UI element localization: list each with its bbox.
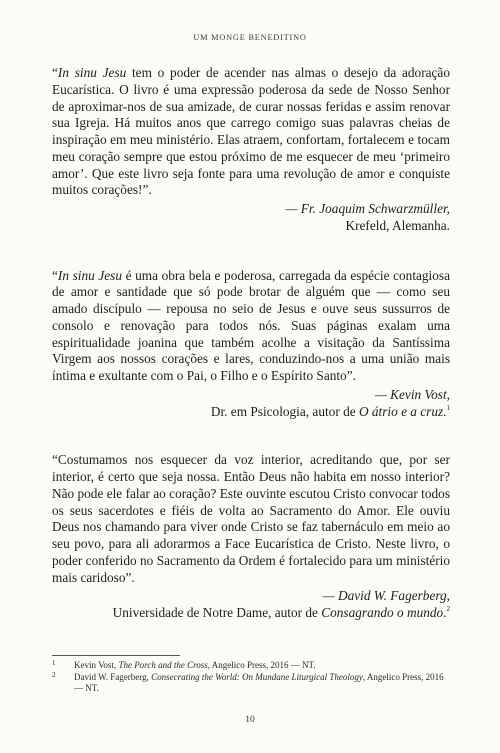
quote-book-title: In sinu Jesu xyxy=(57,65,127,80)
page-body xyxy=(52,65,450,622)
endorsement-quote-2 xyxy=(52,268,450,385)
quote-open-mark: “ xyxy=(52,267,58,283)
cited-book-title: O átrio e a cruz xyxy=(358,403,444,419)
footnote-divider xyxy=(52,655,180,656)
quote-author: — David W. Fagerberg, xyxy=(322,588,450,604)
attribution-3 xyxy=(52,588,450,622)
attribution-1 xyxy=(52,201,450,235)
page-number: 10 xyxy=(245,715,255,725)
endorsement-quote-1 xyxy=(52,65,450,199)
footnote-2: 2 David W. Fagerberg, Consecrating the World: On Mundane Liturgical Theology, Angelico Press, 2016 — NT. xyxy=(52,670,444,693)
quote-open-mark: “ xyxy=(52,65,58,80)
quote-affiliation: Dr. em Psicologia, autor de O átrio e a cruz.$^1$ xyxy=(210,403,450,419)
quote-affiliation: Universidade de Notre Dame, autor de Consagrando o mundo.$^2$ xyxy=(112,605,450,620)
quote-text: é uma obra bela e poderosa, carregada da espécie contagiosa de amor e santidade que só pode brotar de alguém que — como seu amado discípulo — repousa no seio de Jesus e ouve seus sussurros de consolo e renovação para todos nós. Suas páginas exalam uma espiritualidade joanina que também acolhe a visitação da Santíssima Virgem aos nossos corações e lares, conduzindo-nos a uma união mais íntima e exultante com o Pai, o Filho e o Espírito Santo”. xyxy=(52,267,450,383)
running-head: UM MONGE BENEDITINO xyxy=(193,33,307,42)
quote-text: tem o poder de acender nas almas o desejo da adoração Eucarística. O livro é uma expressão poderosa da sede de Nosso Senhor de aproximar-nos de sua amizade, de curar nossas feridas e assim renovar sua Igreja. Há muitos anos que carrego comigo suas palavras cheias de inspiração em meu ministério. Elas atraem, confortam, fortalecem e tocam meu coração sempre que estou próximo de me esquecer de meu ‘primeiro amor’. Que este livro seja fonte para uma revolução de amor e conquiste muitos corações!”. xyxy=(52,65,450,198)
footnote-number: 2 xyxy=(52,670,56,679)
quote-affiliation: Krefeld, Alemanha. xyxy=(345,217,450,233)
cited-book-title: Consagrando o mundo xyxy=(321,605,444,620)
footnote-ref-2[interactable]: 2 xyxy=(446,605,450,613)
footnote-number: 1 xyxy=(52,659,56,667)
quote-author: — Kevin Vost, xyxy=(375,386,450,402)
footnote-ref-1[interactable]: 1 xyxy=(446,403,450,412)
footnote-book-title: The Porch and the Cross xyxy=(118,660,208,670)
quote-book-title: In sinu Jesu xyxy=(57,267,122,283)
footnote-book-title: Consecrating the World: On Mundane Liturgical Theology xyxy=(151,671,363,682)
quote-author: — Fr. Joaquim Schwarzmüller, xyxy=(285,201,450,216)
footnote-1: 1 Kevin Vost, The Porch and the Cross, Angelico Press, 2016 — NT. xyxy=(52,659,316,670)
footnotes xyxy=(52,660,450,695)
endorsement-quote-3: “Costumamos nos esquecer da voz interior, acreditando que, por ser interior, é certo que seja nossa. Então Deus não habita em nosso interior? Não pode ele falar ao coração? Este ouvinte escutou Cristo convocar todos os seus sacerdotes e fiéis de volta ao Sacramento do Amor. Ele ouviu Deus nos chamando para viver onde Cristo se faz tabernáculo em meio ao seu povo, para ali adorarmos a Face Eucarística de Cristo. Neste livro, o poder conferido no Sacramento da Ordem é fortalecido para um ministério mais caridoso”. xyxy=(52,452,450,585)
attribution-2 xyxy=(52,387,450,421)
